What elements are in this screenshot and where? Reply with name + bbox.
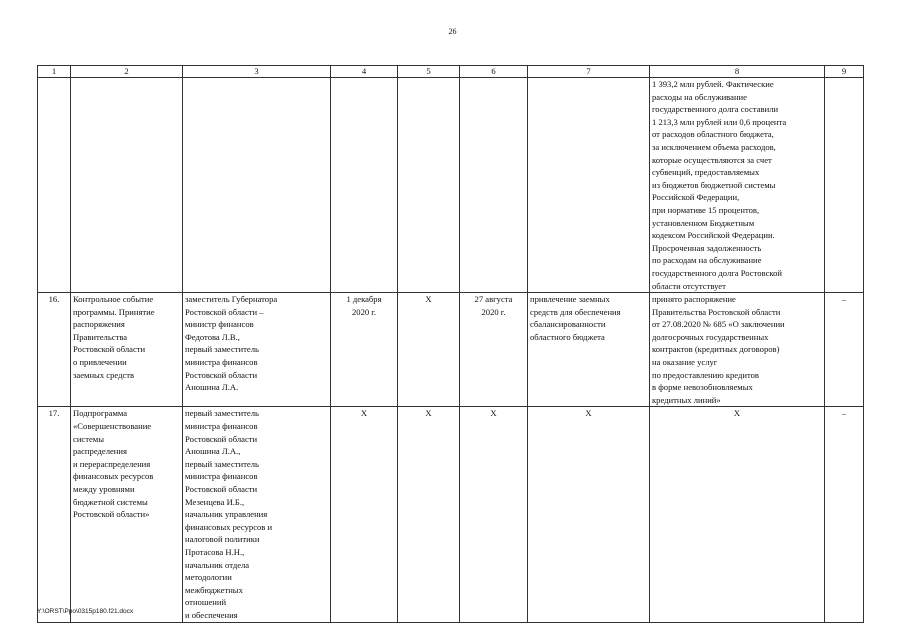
event-name-cell: Контрольное событие программы. Принятие распоряжения Правительства Ростовской области о привлечении заемных средств bbox=[71, 293, 183, 407]
event-name-cell: Подпрограмма «Совершенствование системы распределения и перераспределения финансовых ресурсов между уровнями бюджетной системы Ростовской области» bbox=[71, 407, 183, 622]
responsible-cell: первый заместитель министра финансов Ростовской области Аношина Л.А., первый заместитель министра финансов Ростовской области Мезенцева И.Б., начальник управления финансовых ресурсов и налоговой политики Протасова Н.Н., начальник отдела методологии межбюджетных отношений и обеспечения bbox=[183, 407, 331, 622]
column-header-3: 3 bbox=[183, 66, 331, 78]
table-row bbox=[38, 78, 864, 293]
column-header-4: 4 bbox=[331, 66, 398, 78]
row-number-cell: 16. bbox=[38, 293, 71, 407]
planned-date-cell bbox=[331, 78, 398, 293]
note-cell: – bbox=[825, 407, 864, 622]
actual-result-cell: 1 393,2 млн рублей. Фактические расходы на обслуживание государственного долга составили 1 213,3 млн рублей или 0,6 процента от расходов областного бюджета, за исключением объема расходов, которые осуществляются за счет субвенций, предоставляемых из бюджетов бюджетной системы Российской Федерации, при нормативе 15 процентов, установленном Бюджетным кодексом Российской Федерации. Просроченная задолженность по расходам на обслуживание государственного долга Ростовской области отсутствует bbox=[650, 78, 825, 293]
planned-date-cell: Х bbox=[331, 407, 398, 622]
planned-date-cell: 1 декабря 2020 г. bbox=[331, 293, 398, 407]
row-number-cell bbox=[38, 78, 71, 293]
column-header-9: 9 bbox=[825, 66, 864, 78]
col5-cell: Х bbox=[398, 293, 460, 407]
note-cell: – bbox=[825, 293, 864, 407]
column-header-6: 6 bbox=[460, 66, 528, 78]
actual-date-cell: Х bbox=[460, 407, 528, 622]
table-row bbox=[38, 293, 864, 407]
actual-result-cell: принято распоряжение Правительства Ростовской области от 27.08.2020 № 685 «О заключении долгосрочных государственных контрактов (кредитных договоров) на оказание услуг по предоставлению кредитов в форме невозобновляемых кредитных линий» bbox=[650, 293, 825, 407]
row-number-cell: 17. bbox=[38, 407, 71, 622]
table-row bbox=[38, 407, 864, 622]
col5-cell bbox=[398, 78, 460, 293]
column-header-2: 2 bbox=[71, 66, 183, 78]
actual-result-cell: Х bbox=[650, 407, 825, 622]
event-name-cell bbox=[71, 78, 183, 293]
planned-result-cell: Х bbox=[528, 407, 650, 622]
column-header-1: 1 bbox=[38, 66, 71, 78]
responsible-cell bbox=[183, 78, 331, 293]
col5-cell: Х bbox=[398, 407, 460, 622]
column-header-8: 8 bbox=[650, 66, 825, 78]
column-header-7: 7 bbox=[528, 66, 650, 78]
planned-result-cell: привлечение заемных средств для обеспечения сбалансированности областного бюджета bbox=[528, 293, 650, 407]
file-path-footer: Y:\ORST\Ppo\0315p180.f21.docx bbox=[37, 608, 134, 615]
actual-date-cell bbox=[460, 78, 528, 293]
note-cell bbox=[825, 78, 864, 293]
column-number-row bbox=[38, 66, 864, 78]
actual-date-cell: 27 августа 2020 г. bbox=[460, 293, 528, 407]
page-number: 26 bbox=[448, 27, 457, 36]
responsible-cell: заместитель Губернатора Ростовской области – министр финансов Федотова Л.В., первый заместитель министра финансов Ростовской области Аношина Л.А. bbox=[183, 293, 331, 407]
report-table bbox=[37, 65, 864, 623]
planned-result-cell bbox=[528, 78, 650, 293]
column-header-5: 5 bbox=[398, 66, 460, 78]
